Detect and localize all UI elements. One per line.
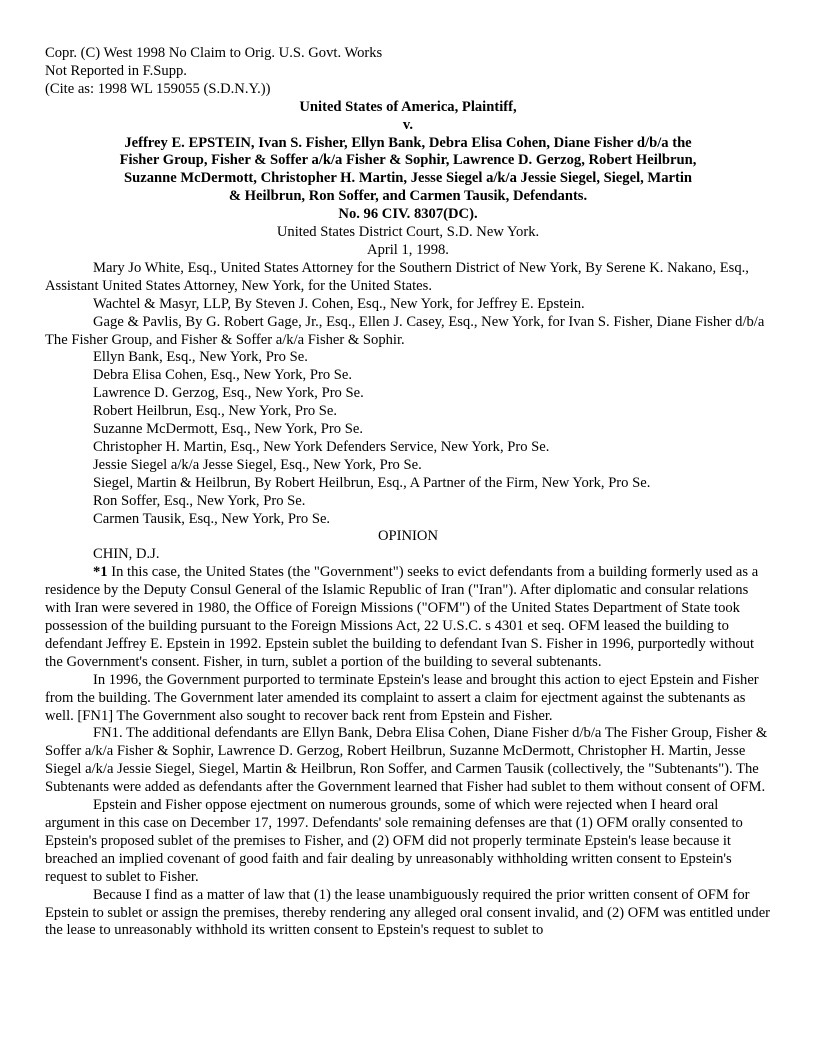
counsel-list: [45, 260, 771, 529]
counsel-entry: Wachtel & Masyr, LLP, By Steven J. Cohen, Esq., New York, for Jeffrey E. Epstein.: [93, 295, 585, 312]
counsel-entry: Christopher H. Martin, Esq., New York Defenders Service, New York, Pro Se.: [93, 438, 550, 455]
counsel-entry: Ron Soffer, Esq., New York, Pro Se.: [93, 492, 306, 509]
case-caption: [45, 99, 771, 224]
court-info: [45, 224, 771, 260]
defendants: Jeffrey E. EPSTEIN, Ivan S. Fisher, Ellyn Bank, Debra Elisa Cohen, Diane Fisher d/b/a the Fisher Group, Fisher & Soffer a/k/a Fisher & Sophir, Lawrence D. Gerzog, Robert Heilbrun, Suzanne McDermott, Christopher H. Martin, Jesse Siegel a/k/a Jessie Siegel, Siegel, Martin & Heilbrun, Ron Soffer, and Carmen Tausik, Defendants.: [119, 134, 697, 205]
counsel-entry: Jessie Siegel a/k/a Jesse Siegel, Esq., New York, Pro Se.: [93, 456, 422, 473]
paragraph-4: Because I find as a matter of law that (1) the lease unambiguously required the prior written consent of OFM for Epstein to sublet or assign the premises, thereby rendering any alleged oral consent invalid, and (2) OFM was entitled under the lease to unreasonably withhold its written consent to Epstein's request to sublet to: [45, 886, 771, 939]
paragraph-3: Epstein and Fisher oppose ejectment on numerous grounds, some of which were rejected when I heard oral argument in this case on December 17, 1997. Defendants' sole remaining defenses are that (1) OFM orally consented to Epstein's proposed sublet of the premises to Fisher, and (2) OFM did not properly terminate Epstein's lease because it breached an implied covenant of good faith and fair dealing by unreasonably withholding written consent to Epstein's request to sublet to Fisher.: [45, 797, 743, 885]
counsel-entry: Mary Jo White, Esq., United States Attorney for the Southern District of New York, By Serene K. Nakano, Esq., Assistant United States Attorney, New York, for the United States.: [45, 259, 749, 294]
opinion-heading: OPINION: [378, 528, 438, 545]
counsel-entry: Carmen Tausik, Esq., New York, Pro Se.: [93, 510, 331, 527]
paragraph-1-text: In this case, the United States (the "Government") seeks to evict defendants from a building formerly used as a residence by the Deputy Consul General of the Islamic Republic of Iran ("Iran"). After diplomatic and consular relations with Iran were severed in 1980, the Office of Foreign Missions ("OFM") of the United States Department of State took possession of the building pursuant to the Foreign Missions Act, 22 U.S.C. s 4301 et seq. OFM leased the building to defendant Jeffrey E. Epstein in 1992. Epstein sublet the building to defendant Ivan S. Fisher in 1996, purportedly without the Government's consent. Fisher, in turn, sublet a portion of the building to several subtenants.: [45, 564, 759, 670]
reporter-status: Not Reported in F.Supp.: [45, 62, 187, 79]
document-page: [45, 45, 771, 940]
defendants-block: [45, 135, 771, 207]
court-name: United States District Court, S.D. New York.: [276, 224, 540, 241]
counsel-entry: Robert Heilbrun, Esq., New York, Pro Se.: [93, 403, 338, 420]
opinion-body: [45, 564, 771, 940]
versus: v.: [402, 116, 414, 133]
citation: (Cite as: 1998 WL 159055 (S.D.N.Y.)): [45, 80, 271, 97]
star-page: *1: [93, 564, 108, 581]
plaintiff: United States of America, Plaintiff,: [299, 98, 517, 115]
counsel-entry: Lawrence D. Gerzog, Esq., New York, Pro Se.: [93, 385, 364, 402]
docket-number: No. 96 CIV. 8307(DC).: [338, 206, 478, 223]
footnote-1: FN1. The additional defendants are Ellyn Bank, Debra Elisa Cohen, Diane Fisher d/b/a The Fisher Group, Fisher & Soffer a/k/a Fisher & Sophir, Lawrence D. Gerzog, Robert Heilbrun, Suzanne McDermott, Christopher H. Martin, Jesse Siegel a/k/a Jessie Siegel, Siegel, Martin & Heilbrun, Ron Soffer, and Carmen Tausik (collectively, the "Subtenants"). The Subtenants were added as defendants after the Government learned that Fisher had sublet to them without consent of OFM.: [45, 725, 768, 796]
judge-name: CHIN, D.J.: [93, 546, 160, 563]
decision-date: April 1, 1998.: [367, 241, 449, 258]
counsel-entry: Debra Elisa Cohen, Esq., New York, Pro Se.: [93, 367, 353, 384]
counsel-entry: Suzanne McDermott, Esq., New York, Pro Se.: [93, 421, 363, 438]
counsel-entry: Gage & Pavlis, By G. Robert Gage, Jr., Esq., Ellen J. Casey, Esq., New York, for Ivan S. Fisher, Diane Fisher d/b/a The Fisher Group, and Fisher & Soffer a/k/a Fisher & Sophir.: [45, 313, 765, 348]
paragraph-2: In 1996, the Government purported to terminate Epstein's lease and brought this action to eject Epstein and Fisher from the building. The Government later amended its complaint to assert a claim for ejectment against the subtenants as well. [FN1] The Government also sought to recover back rent from Epstein and Fisher.: [45, 671, 759, 724]
counsel-entry: Siegel, Martin & Heilbrun, By Robert Heilbrun, Esq., A Partner of the Firm, New York, Pro Se.: [93, 474, 651, 491]
copyright-notice: Copr. (C) West 1998 No Claim to Orig. U.S. Govt. Works: [45, 45, 383, 61]
document-header: [45, 45, 771, 99]
paragraph-1: [45, 564, 771, 671]
counsel-entry: Ellyn Bank, Esq., New York, Pro Se.: [93, 349, 308, 366]
